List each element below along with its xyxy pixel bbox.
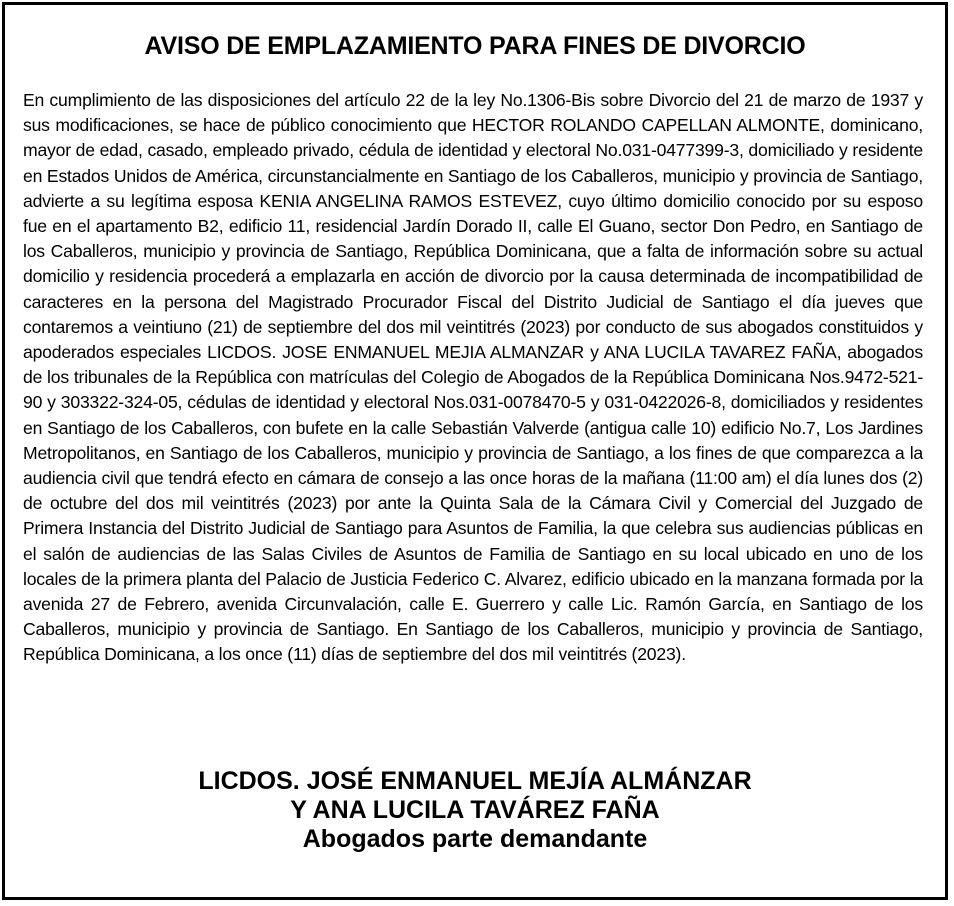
signature-line-3: Abogados parte demandante bbox=[302, 825, 648, 853]
notice-title: AVISO DE EMPLAZAMIENTO PARA FINES DE DIVORCIO bbox=[144, 32, 806, 60]
notice-body: En cumplimiento de las disposiciones del artículo 22 de la ley No.1306-Bis sobre Divorcio del 21 de marzo de 1937 y sus modificaciones, se hace de público conocimiento que HECTOR ROLANDO CAPELLAN ALMONTE, dominicano, mayor de edad, casado, empleado privado, cédula de identidad y electoral No.031-0477399-3, domiciliado y residente en Estados Unidos de América, circunstancialmente en Santiago de los Caballeros, municipio y provincia de Santiago, advierte a su legítima esposa KENIA ANGELINA RAMOS ESTEVEZ, cuyo último domicilio conocido por su esposo fue en el apartamento B2, edificio 11, residencial Jardín Dorado II, calle El Guano, sector Don Pedro, en Santiago de los Caballeros, municipio y provincia de Santiago, República Dominicana, que a falta de información sobre su actual domicilio y residencia procederá a emplazarla en acción de divorcio por la causa determinada de incompatibilidad de caracteres en la persona del Magistrado Procurador Fiscal del Distrito Judicial de Santiago el día jueves que contaremos a veintiuno (21) de septiembre del dos mil veintitrés (2023) por conducto de sus abogados constituidos y apoderados especiales LICDOS. JOSE ENMANUEL MEJIA ALMANZAR y ANA LUCILA TAVAREZ FAÑA, abogados de los tribunales de la República con matrículas del Colegio de Abogados de la República Dominicana Nos.9472-521-90 y 303322-324-05, cédulas de identidad y electoral Nos.031-0078470-5 y 031-0422026-8, domiciliados y residentes en Santiago de los Caballeros, con bufete en la calle Sebastián Valverde (antigua calle 10) edificio No.7, Los Jardines Metropolitanos, en Santiago de los Caballeros, municipio y provincia de Santiago, a los fines de que comparezca a la audiencia civil que tendrá efecto en cámara de consejo a las once horas de la mañana (11:00 am) el día lunes dos (2) de octubre del dos mil veintitrés (2023) por ante la Quinta Sala de la Cámara Civil y Comercial del Juzgado de Primera Instancia del Distrito Judicial de Santiago para Asuntos de Familia, la que celebra sus audiencias públicas en el salón de audiencias de las Salas Civiles de Asuntos de Familia de Santiago en su local ubicado en uno de los locales de la primera planta del Palacio de Justicia Federico C. Alvarez, edificio ubicado en la manzana formada por la avenida 27 de Febrero, avenida Circunvalación, calle E. Guerrero y calle Lic. Ramón García, en Santiago de los Caballeros, municipio y provincia de Santiago. En Santiago de los Caballeros, municipio y provincia de Santiago, República Dominicana, a los once (11) días de septiembre del dos mil veintitrés (2023). bbox=[23, 90, 923, 665]
signature-block bbox=[5, 767, 945, 854]
signature-line-2: Y ANA LUCILA TAVÁREZ FAÑA bbox=[290, 796, 660, 824]
notice-frame bbox=[2, 2, 948, 900]
signature-line-1: LICDOS. JOSÉ ENMANUEL MEJÍA ALMÁNZAR bbox=[198, 767, 752, 795]
